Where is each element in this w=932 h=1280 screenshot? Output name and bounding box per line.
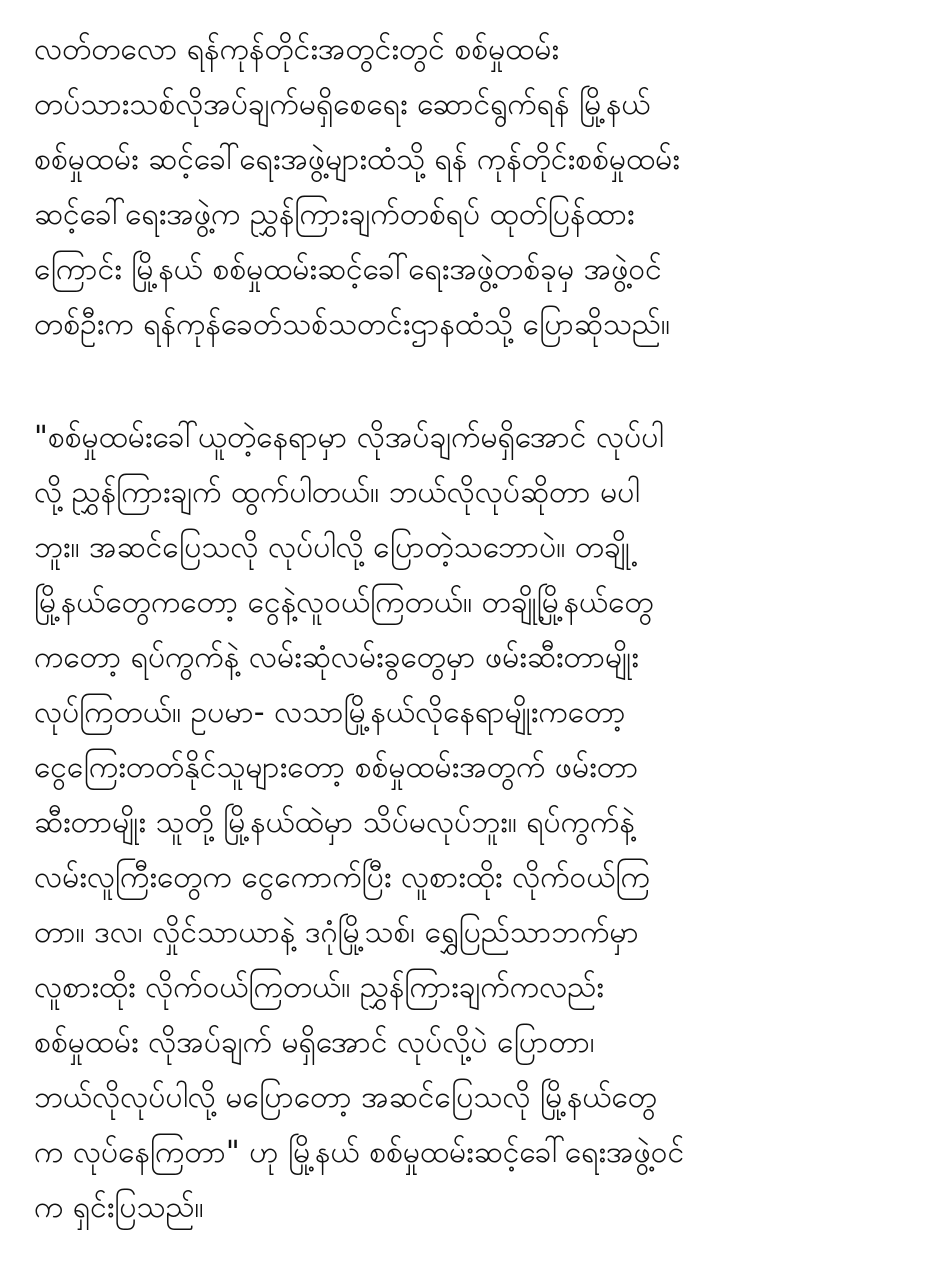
paragraph-1 bbox=[34, 22, 914, 352]
text-line: လုပ်ကြတယ်။ ဥပမာ- လသာမြို့နယ်လိုနေရာမျိုးကတော့ bbox=[34, 695, 626, 730]
text-line: က လုပ်နေကြတာ" ဟု မြို့နယ် စစ်မှုထမ်းဆင့်ခေါ်ရေးအဖွဲ့ဝင် bbox=[34, 1135, 685, 1170]
text-line: လမ်းလူကြီးတွေက ငွေကောက်ပြီး လူစားထိုး လိုက်ဝယ်ကြ bbox=[34, 860, 650, 895]
text-line: ဆီးတာမျိုး သူတို့ မြို့နယ်ထဲမှာ သိပ်မလုပ်ဘူး။ ရပ်ကွက်နဲ့ bbox=[34, 805, 635, 840]
paragraph-2 bbox=[34, 410, 914, 1235]
text-line: တစ်ဦးက ရန်ကုန်ခေတ်သစ်သတင်းဌာနထံသို့ ပြောဆိုသည်။ bbox=[34, 307, 670, 342]
text-line: လတ်တလော ရန်ကုန်တိုင်းအတွင်းတွင် စစ်မှုထမ်း bbox=[34, 32, 559, 67]
text-line: ကတော့ ရပ်ကွက်နဲ့ လမ်းဆုံလမ်းခွတွေမှာ ဖမ်းဆီးတာမျိုး bbox=[34, 640, 639, 675]
text-line: ကြောင်း မြို့နယ် စစ်မှုထမ်းဆင့်ခေါ်ရေးအဖွဲ့တစ်ခုမှ အဖွဲ့ဝင် bbox=[34, 252, 662, 287]
text-line: တာ။ ဒလ၊ လှိုင်သာယာနဲ့ ဒဂုံမြို့သစ်၊ ရွှေပြည်သာဘက်မှာ bbox=[34, 915, 639, 950]
text-line: စစ်မှုထမ်း လိုအပ်ချက် မရှိအောင် လုပ်လို့ပဲ ပြောတာ၊ bbox=[34, 1025, 595, 1060]
text-line: လူစားထိုး လိုက်ဝယ်ကြတယ်။ ညွှန်ကြားချက်ကလည်း bbox=[34, 970, 604, 1005]
text-line: ဆင့်ခေါ်ရေးအဖွဲ့က ညွှန်ကြားချက်တစ်ရပ် ထုတ်ပြန်ထား bbox=[34, 197, 635, 232]
text-line: ဘူး။ အဆင်ပြေသလို လုပ်ပါလို့ ပြောတဲ့သဘောပဲ။ တချို့ bbox=[34, 530, 630, 565]
text-line: "စစ်မှုထမ်းခေါ်ယူတဲ့နေရာမှာ လိုအပ်ချက်မရှိအောင် လုပ်ပါ bbox=[34, 420, 664, 455]
text-line: တပ်သားသစ်လိုအပ်ချက်မရှိစေရေး ဆောင်ရွက်ရန် မြို့နယ် bbox=[34, 87, 651, 122]
text-line: ဘယ်လိုလုပ်ပါလို့ မပြောတော့ အဆင်ပြေသလို မြို့နယ်တွေ bbox=[34, 1080, 658, 1115]
text-line: စစ်မှုထမ်း ဆင့်ခေါ်ရေးအဖွဲ့များထံသို့ ရန် ကုန်တိုင်းစစ်မှုထမ်း bbox=[34, 142, 680, 177]
text-line: က ရှင်းပြသည်။ bbox=[34, 1190, 204, 1225]
text-line: ငွေကြေးတတ်နိုင်သူများတော့ စစ်မှုထမ်းအတွက် ဖမ်းတာ bbox=[34, 750, 639, 785]
text-line: မြို့နယ်တွေကတော့ ငွေနဲ့လူဝယ်ကြတယ်။ တချို့မြို့နယ်တွေ bbox=[34, 585, 654, 620]
text-line: လို့ ညွှန်ကြားချက် ထွက်ပါတယ်။ ဘယ်လိုလုပ်ဆိုတာ မပါ bbox=[34, 475, 640, 510]
